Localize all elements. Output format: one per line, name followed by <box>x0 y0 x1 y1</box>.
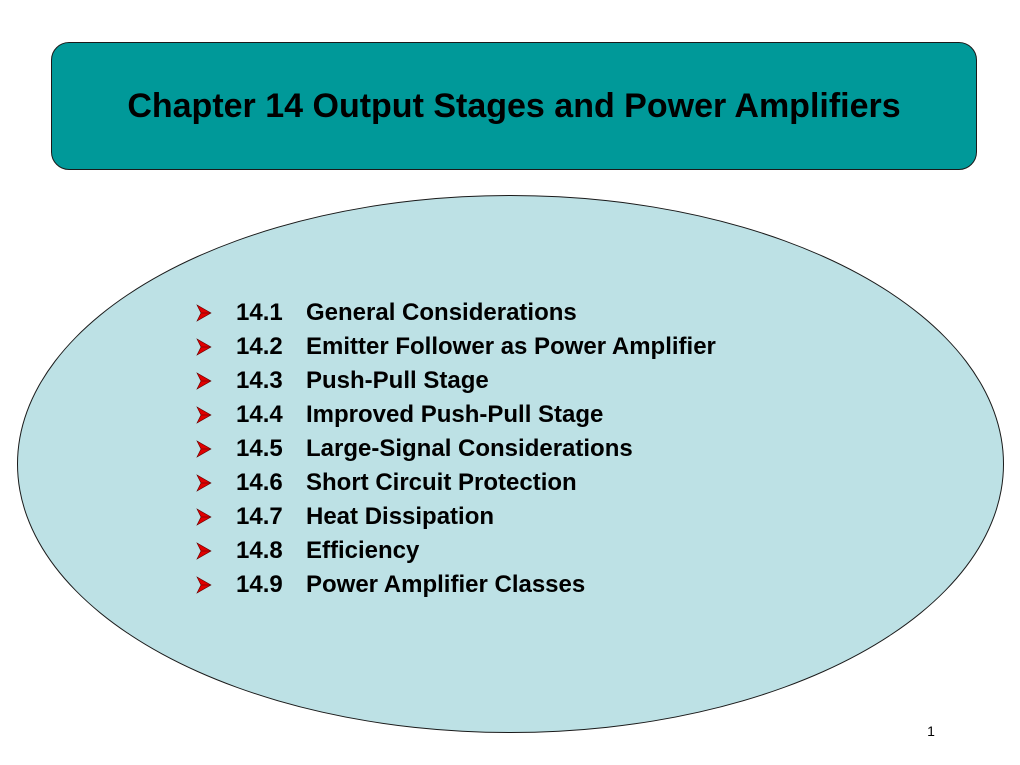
page-number: 1 <box>927 723 935 739</box>
toc-item <box>196 466 716 500</box>
arrowhead-bullet-icon <box>196 508 236 526</box>
slide-title: Chapter 14 Output Stages and Power Amplifiers <box>127 86 901 125</box>
toc-item-label: Heat Dissipation <box>306 503 495 530</box>
arrowhead-bullet-icon <box>196 372 236 390</box>
toc-item <box>196 534 716 568</box>
arrowhead-bullet-icon <box>196 304 236 322</box>
title-box <box>51 42 977 170</box>
arrowhead-bullet-icon <box>196 406 236 424</box>
toc-item-number: 14.6 <box>236 469 283 496</box>
toc-item-label: Power Amplifier Classes <box>306 571 586 598</box>
toc-item <box>196 364 716 398</box>
arrowhead-bullet-icon <box>196 576 236 594</box>
toc-item-number: 14.5 <box>236 435 283 462</box>
toc-item-label: General Considerations <box>306 299 577 326</box>
toc-item-number: 14.7 <box>236 503 283 530</box>
arrowhead-bullet-icon <box>196 542 236 560</box>
toc-item <box>196 568 716 602</box>
toc-item-number: 14.2 <box>236 333 283 360</box>
table-of-contents <box>196 296 716 602</box>
toc-item <box>196 296 716 330</box>
toc-item <box>196 398 716 432</box>
toc-item-label: Improved Push-Pull Stage <box>306 401 604 428</box>
arrowhead-bullet-icon <box>196 338 236 356</box>
toc-item-number: 14.8 <box>236 537 283 564</box>
toc-item-number: 14.4 <box>236 401 283 428</box>
toc-item-label: Emitter Follower as Power Amplifier <box>306 333 716 360</box>
arrowhead-bullet-icon <box>196 474 236 492</box>
toc-item-label: Large-Signal Considerations <box>306 435 633 462</box>
toc-item-number: 14.3 <box>236 367 283 394</box>
toc-item-number: 14.9 <box>236 571 283 598</box>
toc-item-label: Short Circuit Protection <box>306 469 577 496</box>
arrowhead-bullet-icon <box>196 440 236 458</box>
toc-item <box>196 500 716 534</box>
toc-item-number: 14.1 <box>236 299 283 326</box>
toc-item-label: Efficiency <box>306 537 420 564</box>
toc-item <box>196 330 716 364</box>
toc-item-label: Push-Pull Stage <box>306 367 489 394</box>
toc-item <box>196 432 716 466</box>
